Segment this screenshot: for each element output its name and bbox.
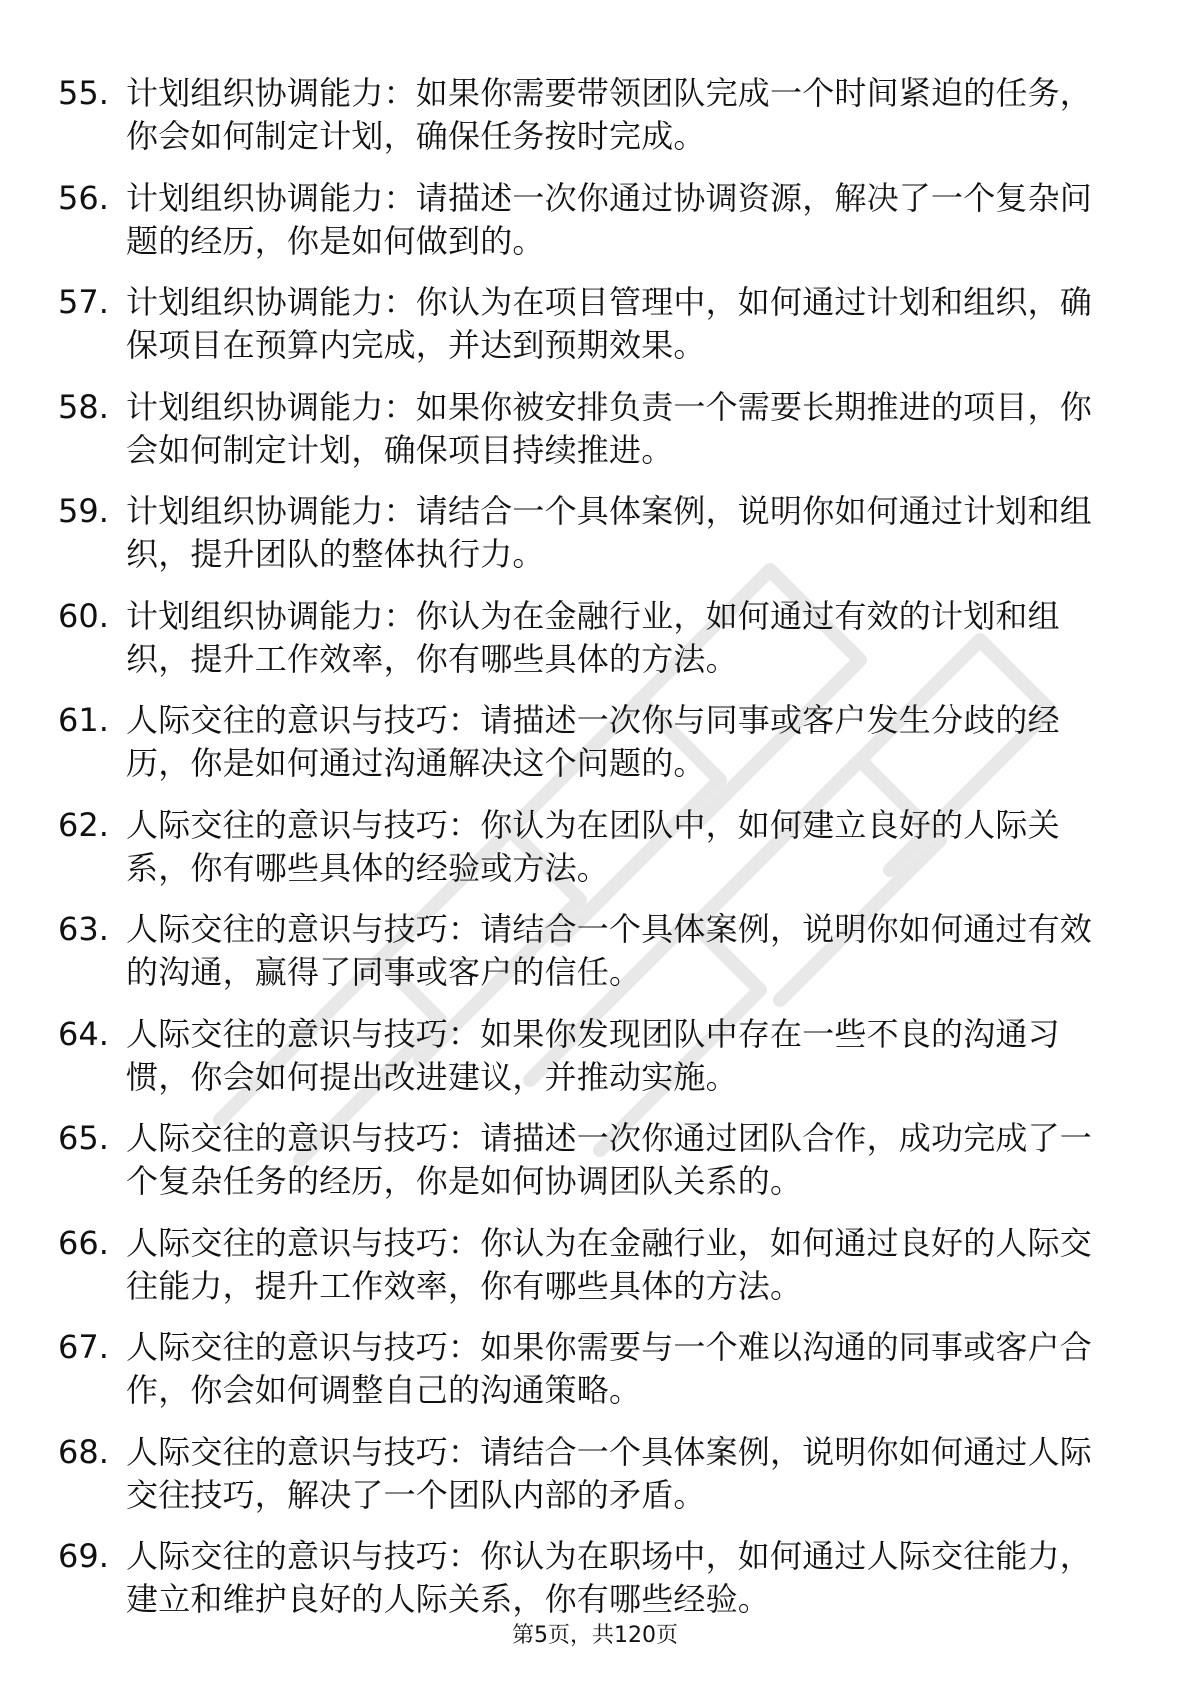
question-item [58,595,1118,681]
question-number: 58. [58,387,109,426]
question-text: 人际交往的意识与技巧：请描述一次你通过团队合作，成功完成了一个复杂任务的经历，你是如何协调团队关系的。 [126,1119,1093,1200]
question-item [58,804,1118,890]
question-text: 计划组织协调能力：你认为在金融行业，如何通过有效的计划和组织，提升工作效率，你有哪些具体的方法。 [126,596,1060,678]
page-footer [0,1622,1190,1650]
question-text: 计划组织协调能力：如果你需要带领团队完成一个时间紧迫的任务，你会如何制定计划，确保任务按时完成。 [126,74,1093,155]
question-item [58,908,1118,994]
question-number: 57. [58,283,109,321]
question-text: 计划组织协调能力：请结合一个具体案例，说明你如何通过计划和组织，提升团队的整体执行力。 [126,492,1093,573]
page-indicator: 第5页，共120页 [512,1623,678,1648]
question-list [58,72,1118,1640]
question-item [58,1222,1118,1308]
question-number: 63. [58,910,109,948]
question-number: 59. [58,492,109,530]
question-number: 68. [58,1432,109,1471]
question-item [58,281,1118,367]
question-text: 人际交往的意识与技巧：如果你需要与一个难以沟通的同事或客户合作，你会如何调整自己的沟通策略。 [126,1328,1093,1409]
question-item [58,1326,1118,1412]
question-item [58,699,1118,785]
question-number: 60. [58,596,109,635]
question-number: 56. [58,178,109,217]
question-text: 人际交往的意识与技巧：请结合一个具体案例，说明你如何通过人际交往技巧，解决了一个团队内部的矛盾。 [126,1432,1093,1514]
question-item [58,1117,1118,1203]
question-text: 人际交往的意识与技巧：请结合一个具体案例，说明你如何通过有效的沟通，赢得了同事或客户的信任。 [126,910,1093,991]
question-number: 62. [58,805,109,844]
question-item [58,177,1118,263]
question-text: 计划组织协调能力：如果你被安排负责一个需要长期推进的项目，你会如何制定计划，确保项目持续推进。 [126,387,1093,469]
question-number: 65. [58,1119,109,1157]
question-number: 61. [58,701,109,739]
question-number: 64. [58,1014,109,1053]
question-text: 人际交往的意识与技巧：你认为在职场中，如何通过人际交往能力，建立和维护良好的人际关系，你有哪些经验。 [126,1537,1093,1618]
question-text: 人际交往的意识与技巧：你认为在金融行业，如何通过良好的人际交往能力，提升工作效率，你有哪些具体的方法。 [126,1223,1093,1305]
question-item [58,490,1118,576]
question-item [58,1431,1118,1517]
question-text: 人际交往的意识与技巧：请描述一次你与同事或客户发生分歧的经历，你是如何通过沟通解决这个问题的。 [126,701,1060,782]
question-number: 55. [58,74,109,112]
question-item [58,72,1118,158]
question-text: 人际交往的意识与技巧：如果你发现团队中存在一些不良的沟通习惯，你会如何提出改进建议，并推动实施。 [126,1014,1060,1096]
question-number: 69. [58,1537,109,1575]
question-item [58,1535,1118,1621]
question-text: 计划组织协调能力：你认为在项目管理中，如何通过计划和组织，确保项目在预算内完成，并达到预期效果。 [126,283,1093,364]
question-text: 人际交往的意识与技巧：你认为在团队中，如何建立良好的人际关系，你有哪些具体的经验或方法。 [126,805,1060,887]
question-number: 66. [58,1223,109,1262]
question-text: 计划组织协调能力：请描述一次你通过协调资源，解决了一个复杂问题的经历，你是如何做到的。 [126,178,1093,260]
question-item [58,386,1118,472]
question-item [58,1013,1118,1099]
question-number: 67. [58,1328,109,1366]
